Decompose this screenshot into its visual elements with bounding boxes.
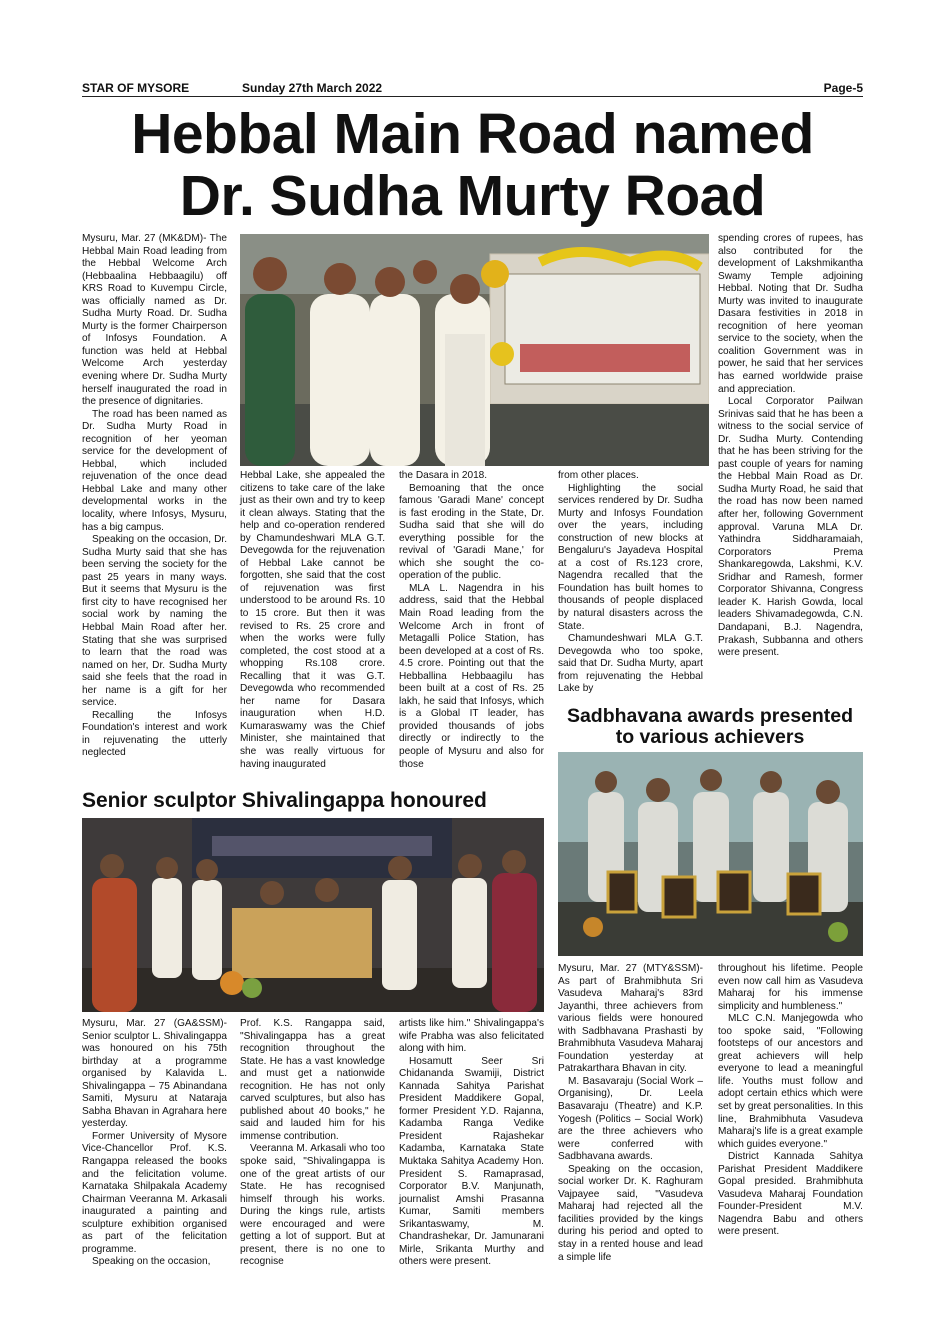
paragraph: Hebbal Lake, she appealed the citizens to take care of the lake just as their own and try to keep it clean always. Stating that the help and co-operation rendered by Chamundeshwari MLA G.T. Devegowda for the rejuvenation of Hebbal Lake cannot be forgotten, she said that the cost of rejuvenation was first understood to be around Rs. 10 to 15 crore. But then it was revised to Rs. 25 crore and when the works were fully completed, the cost stood at a whopping Rs.108 crore. Recalling that it was G.T. Devegowda who recommended her name for Dasara inauguration when H.D. Kumaraswamy was the Chief Minister, she maintained that she was really virtuous for having inaugurated — [240, 470, 385, 770]
paper-name: STAR OF MYSORE — [82, 81, 190, 95]
sculptor-headline: Senior sculptor Shivalingappa honoured — [82, 789, 487, 812]
paragraph: Speaking on the occasion, social worker Dr. K. Raghuram Vajpayee said, "Vasudeva Maharaj had rejected all the facilities provided by the kings during his period and opted to stay in a rented house and lead a simple life — [558, 1163, 703, 1263]
paragraph: Mysuru, Mar. 27 (GA&SSM)- Senior sculptor L. Shivalingappa was honoured on his 75th birthday at a programme organised by Kalavida L. Shivalingappa – 75 Abinandana Samiti, Mysuru at Nataraja Sabha Bhavan in Agrahara here yesterday. — [82, 1018, 227, 1130]
paragraph: M. Basavaraju (Social Work – Organising), Dr. Leela Basavaraju (Theatre) and K.P. Yogesh (Politics – Social Work) are the three achievers who were conferred with Sadbhavana awards. — [558, 1075, 703, 1163]
paragraph: MLC C.N. Manjegowda who too spoke said, "Following footsteps of our ancestors and great achievers will help everyone to lead a meaningful life. Youths must follow and adopt certain ethics which were set by great personalities. In this line, Brahmibhuta Vasudeva Maharaj's life is a great example which guides everyone." — [718, 1013, 863, 1150]
main-headline-line1: Hebbal Main Road named — [131, 102, 814, 166]
main-story-col4 — [558, 470, 703, 696]
main-story-col2 — [240, 470, 385, 771]
paragraph: Bemoaning that the once famous 'Garadi Mane' concept is fast eroding in the State, Dr. Sudha said that she will do everything possible for the revival of 'Garadi Mane,' for which she sought the co-operation of the public. — [399, 482, 544, 582]
paragraph: artists like him." Shivalingappa's wife Prabha was also felicitated along with him. — [399, 1018, 544, 1055]
paragraph: Speaking on the occasion, — [92, 1256, 211, 1268]
sculptor-story-col2 — [240, 1018, 385, 1269]
ceremony-photo — [240, 234, 709, 466]
awardees-photo — [558, 752, 863, 956]
paragraph: Mysuru, Mar. 27 (MK&DM)- The Hebbal Main Road leading from the Hebbal Welcome Arch (Hebbaalina Hebbaagilu) off KRS Road to Kuvempu Circle, was officially named as Dr. Sudha Murty Road. Dr. Sudha Murty is the former Chairperson of Infosys Foundation. A function was held at Hebbal Welcome Arch yesterday evening where Dr. Sudha Murty herself inaugurated the road in the presence of dignitaries. — [82, 233, 227, 408]
paragraph: Mysuru, Mar. 27 (MTY&SSM)- As part of Brahmibhuta Sri Vasudeva Maharaj's 83rd Jayanthi, three achievers from various fields were honoured with Sadbhavana Prashasti by Brahmibhuta Vasudeva Maharaj Foundation yesterday at Patrakarthara Bhavan in city. — [558, 963, 703, 1075]
awards-story-col2 — [718, 963, 863, 1239]
sculptor-story-col3 — [399, 1018, 544, 1269]
awards-story-col1 — [558, 963, 703, 1264]
paragraph: Recalling the Infosys Foundation's interest and work in rejuvenating the utterly neglected — [82, 709, 227, 759]
main-story-col3 — [399, 470, 544, 771]
paragraph: Speaking on the occasion, Dr. Sudha Murty said that she has been serving the society for the past 25 years in many ways. But it seems that Mysuru is the first city to have recognised her social work by naming the Hebbal Main Road after her. Stating that she was surprised to learn that the road was named on her, Dr. Sudha Murty said she feels that the road in her name is a gift for her service. — [82, 534, 227, 709]
paragraph: from other places. — [558, 470, 639, 481]
main-headline-line2: Dr. Sudha Murty Road — [179, 164, 766, 228]
paragraph: Hosamutt Seer Sri Chidananda Swamiji, District Kannada Sahitya Parishat President Maddikere Gopal, former President Y.D. Rajanna, Kadamba Ranga Vedike President Rajashekar Kadamba, Karnataka State Muktaka Sahitya Academy Hon. President S. Ramaprasad, Corporator B.V. Manjunath, journalist Amshi Prasanna Kumar, Samiti members Srikantaswamy, M. Chandrashekar, Dr. Jamunarani Mirle, Srikanta Murthy and others were present. — [399, 1055, 544, 1268]
paragraph: Highlighting the social services rendered by Dr. Sudha Murty and Infosys Foundation over the years, including construction of new blocks at Bengaluru's Jayadeva Hospital at a cost of Rs.123 crore, Nagendra recalled that the Foundation has built homes to thousands of people displaced by natural disasters across the State. — [558, 482, 703, 632]
paragraph: Prof. K.S. Rangappa said, "Shivalingappa has a great recognition throughout the State. He has a vast knowledge and must get a nationwide recognition. He has not only carved sculptures, but also has published about 40 books," he said and lauded him for his immense contribution. — [240, 1018, 385, 1142]
main-story-col1 — [82, 233, 227, 760]
page-number: Page-5 — [823, 81, 863, 95]
awardees-photo-icon — [558, 752, 863, 956]
paragraph: MLA L. Nagendra in his address, said that the Hebbal Main Road leading from the Welcome Arch in front of Metagalli Police Station, has been developed at a cost of Rs. 4.5 crore. Pointing out that the Hebballina Hebbaagilu has been built at a cost of Rs. 25 lakh, he said that Infosys, which is a Global IT leader, has provided thousands of jobs directly or indirectly to the people of Mysuru and also for those — [399, 582, 544, 770]
paragraph: throughout his lifetime. People even now call him as Vasudeva Maharaj for his immense simplicity and humbleness." — [718, 963, 863, 1012]
paragraph: Veeranna M. Arkasali who too spoke said, "Shivalingappa is one of the great artists of our State. He has recognised himself through his works. During the kings rule, artists were encouraged and were getting a lot of support. But at present, there is no one to recognise — [240, 1143, 385, 1268]
paragraph: District Kannada Sahitya Parishat President Maddikere Gopal presided. Brahmibhuta Vasudeva Maharaj Foundation Founder-President M.V. Nagendra Babu and others were present. — [718, 1151, 863, 1238]
paragraph: the Dasara in 2018. — [399, 470, 488, 481]
ceremony-photo-icon — [240, 234, 709, 466]
paragraph: The road has been named as Dr. Sudha Murty Road in recognition of her yeoman service for the development of Hebbal, which included rejuvenation of the once dead Hebbal Lake and many other developmental works in the locality, where Infosys, Mysuru, has a big campus. — [82, 408, 227, 533]
paragraph: Local Corporator Pailwan Srinivas said that he has been a witness to the social service of Dr. Sudha Murty. Contending that he has been striving for the past couple of years for naming the Hebbal Main Road as Dr. Sudha Murty Road, he said that the road has now been named after her, following Government approval. Varuna MLA Dr. Yathindra Siddharamaiah, Corporators Prema Shankaregowda, Lakshmi, K.V. Sridhar and Ramesh, former Corporator Shivanna, Congress leader K. Harish Gowda, local leaders Shivamadegowda, C.N. Dandapani, B.J. Nagendra, Prakash, Subbanna and others were present. — [718, 396, 863, 659]
felicitation-photo-icon — [82, 818, 544, 1012]
paragraph: Chamundeshwari MLA G.T. Devegowda who too spoke, said that Dr. Sudha Murty, apart from rejuvenating the Hebbal Lake by — [558, 633, 703, 695]
awards-headline-line2: to various achievers — [615, 726, 805, 748]
main-story-col5 — [718, 233, 863, 660]
paragraph: spending crores of rupees, has also contributed for the development of Lakshmikantha Swamy Temple adjoining Hebbal. Noting that Dr. Sudha Murty was invited to inaugurate Dasara festivities in 2018 in recognition of here yeoman service to the society, when the coalition Government was in power, he said that her services has earned worldwide praise and appreciation. — [718, 233, 863, 395]
sculptor-story-col1 — [82, 1018, 227, 1269]
masthead — [82, 80, 863, 97]
awards-headline-line1: Sadbhavana awards presented — [566, 705, 854, 727]
paragraph: Former University of Mysore Vice-Chancellor Prof. K.S. Rangappa released the books and the felicitation volume. Karnataka Shilpakala Academy Chairman Veeranna M. Arkasali inaugurated a painting and sculpture exhibition organised as part of the felicitation programme. — [82, 1130, 227, 1255]
issue-date: Sunday 27th March 2022 — [242, 81, 383, 95]
felicitation-photo — [82, 818, 544, 1012]
